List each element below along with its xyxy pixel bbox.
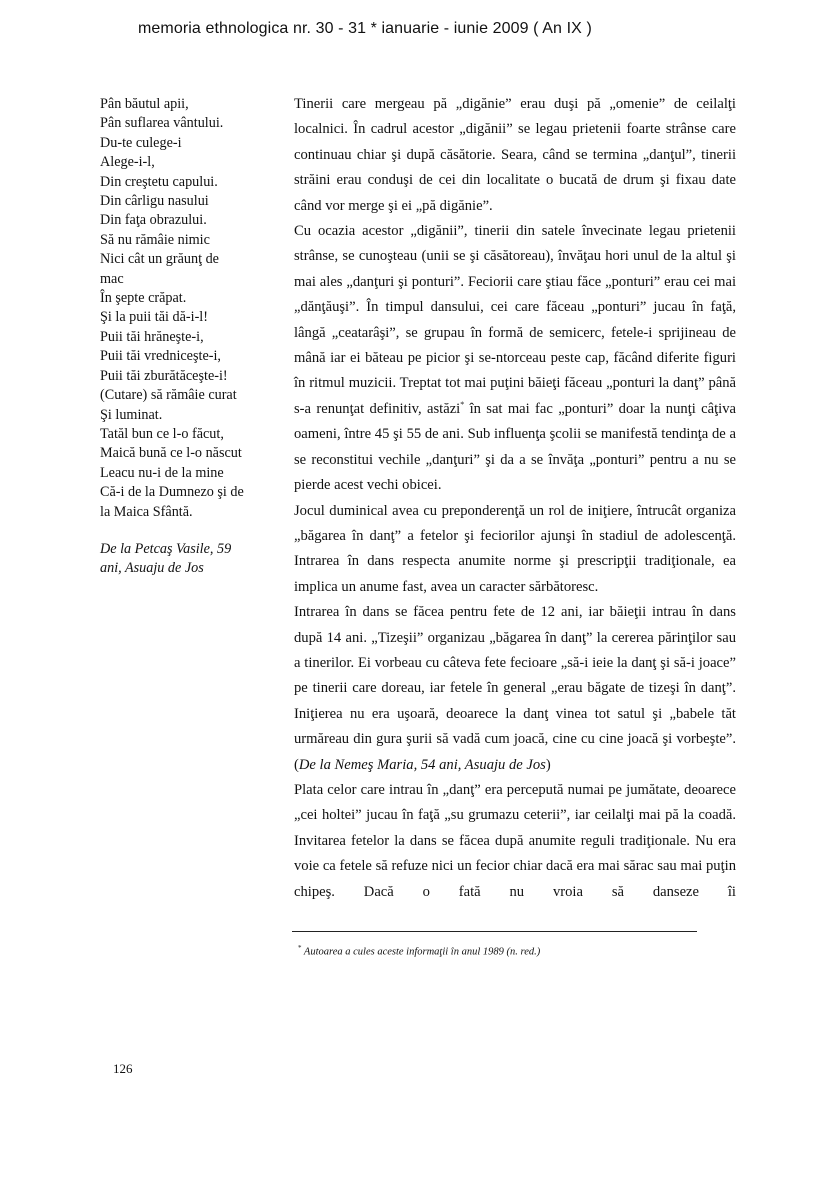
- poem-line: (Cutare) să rămâie curat: [100, 387, 237, 404]
- poem-line: Că-i de la Dumnezo şi de: [100, 484, 244, 501]
- paragraph: Jocul duminical avea cu preponderenţă un rol de iniţiere, întrucât organiza „băgarea în danţ” a fetelor şi feciorilor ajunşi în stadiul de adolescenţă. Intrarea în dans respecta anumite norme şi prescripţii tradiţionale, ea implica un anume fast, avea un caracter sărbătoresc.: [294, 502, 736, 595]
- poem-line: la Maica Sfântă.: [100, 503, 193, 520]
- poem-line: Nici cât un grăunţ de: [100, 251, 219, 268]
- poem-lines: [100, 95, 275, 522]
- poem-line: Din faţa obrazului.: [100, 212, 207, 229]
- poem-line: Puii tăi zburătăceşte-i!: [100, 367, 228, 384]
- footnote-divider: [292, 931, 697, 932]
- paragraph: [294, 600, 736, 778]
- credit-line: ani, Asuaju de Jos: [100, 560, 204, 577]
- poem-line: Şi luminat.: [100, 406, 163, 423]
- page-number: 126: [113, 1061, 133, 1076]
- paragraph-text: Cu ocazia acestor „digănii”, tinerii din satele învecinate legau prietenii strânse, se cunoşteau (unii se şi căsătoreau), învăţau hori unul de la altul şi mai ales „danţuri şi ponturi”. Feciorii care ştiau făce „ponturi” erau cei mai „dănţăuşi”. În timpul dansului, cei care făceau „ponturi” jucau în faţă, lângă „ceatarâşi”, se grupau în formă de semicerc, fetele-i sprijineau de mână iar ei băteau pe picior şi se-ntorceau peste cap, făcând diferite figuri în ritmul muzicii. Treptat tot mai puţini băieţi făceau „ponturi la danţ” până s-a renunţat definitiv, astăzi: [294, 223, 736, 417]
- poem-line: Puii tăi hrăneşte-i,: [100, 328, 204, 345]
- poem-line: Leacu nu-i de la mine: [100, 464, 224, 481]
- footnote-text: Autoarea a cules aceste informaţii în anul 1989 (n. red.): [301, 946, 541, 958]
- footnote-marker: *: [298, 944, 302, 952]
- poem-credit: [100, 540, 275, 579]
- footnote-reference: *: [460, 400, 465, 410]
- running-header: memoria ethnologica nr. 30 - 31 * ianuarie - iunie 2009 ( An IX ): [138, 20, 592, 37]
- poem-line: Tatăl bun ce l-o făcut,: [100, 425, 224, 442]
- poem-line: Din creştetu capului.: [100, 173, 218, 190]
- poem-line: Şi la puii tăi dă-i-l!: [100, 309, 208, 326]
- poem-line: Puii tăi vredniceşte-i,: [100, 348, 221, 365]
- poem-line: Maică bună ce l-o născut: [100, 445, 242, 462]
- paragraph: Plata celor care intrau în „danţ” era percepută numai pe jumătate, deoarece „cei holtei” jucau în faţă „su grumazu ceterii”, iar ceilalţi mai pă la coadă. Invitarea fetelor la dans se făcea după anumite reguli tradiţionale. Nu era voie ca fetele să refuze nici un fecior chiar dacă era mai sărac sau mai puţin chipeş. Dacă o fată nu vroia să danseze îi: [294, 781, 736, 900]
- paragraph: Tinerii care mergeau pă „digănie” erau duşi pă „omenie” de ceilalţi localnici. În cadrul acestor „digănii” se legau prietenii foarte strânse care continuau chiar şi după căsătorie. Seara, când se termina „danţul”, tinerii străini erau conduşi de cei din localitate o bucată de drum şi fixau date când vor merge şi ei „pă digănie”.: [294, 96, 736, 214]
- paragraph-text: ): [545, 756, 551, 773]
- poem-line: Din cârligu nasului: [100, 193, 209, 210]
- poem-column: [100, 95, 275, 579]
- poem-line: Pân băutul apii,: [100, 96, 189, 112]
- poem-line: Du-te culege-i: [100, 134, 182, 151]
- poem-line: mac: [100, 270, 124, 287]
- paragraph-text: Intrarea în dans se făcea pentru fete de 12 ani, iar băieţii intrau în dans după 14 ani. „Tizeşii” organizau „băgarea în danţ” la cererea părinţilor sau a tinerilor. Ei vorbeau cu câteva fete fecioare „să-i ieie la danţ şi să-i joace” pe tinerii care doreau, iar fetele în general „erau băgate de tizeşi în danţ”. Iniţierea nu era uşoară, deoarece la danţ vinea tot satul şi „babele tăt urmăreau din gura şurii să vadă cum joacă, cine cu cine joacă şi vorbeşte”. (: [294, 604, 736, 773]
- paragraph: [294, 219, 736, 498]
- poem-line: Pân suflarea vântului.: [100, 115, 224, 132]
- poem-line: În şepte crăpat.: [100, 290, 187, 307]
- footnote: [298, 944, 540, 958]
- credit-line: De la Petcaş Vasile, 59: [100, 540, 232, 557]
- citation: De la Nemeş Maria, 54 ani, Asuaju de Jos: [298, 756, 546, 773]
- poem-line: Alege-i-l,: [100, 154, 155, 171]
- body-text-column: [294, 92, 736, 905]
- paragraph-text: în sat mai fac „ponturi” doar la nunţi câţiva oameni, între 45 şi 55 de ani. Sub influenţa şcolii se manifestă tendinţa de a se reconstitui vechile „danţuri” şi da a se învăţa „ponturi” pentru a nu se pierde acest vechi obicei.: [294, 400, 736, 494]
- poem-line: Să nu rămâie nimic: [100, 231, 210, 248]
